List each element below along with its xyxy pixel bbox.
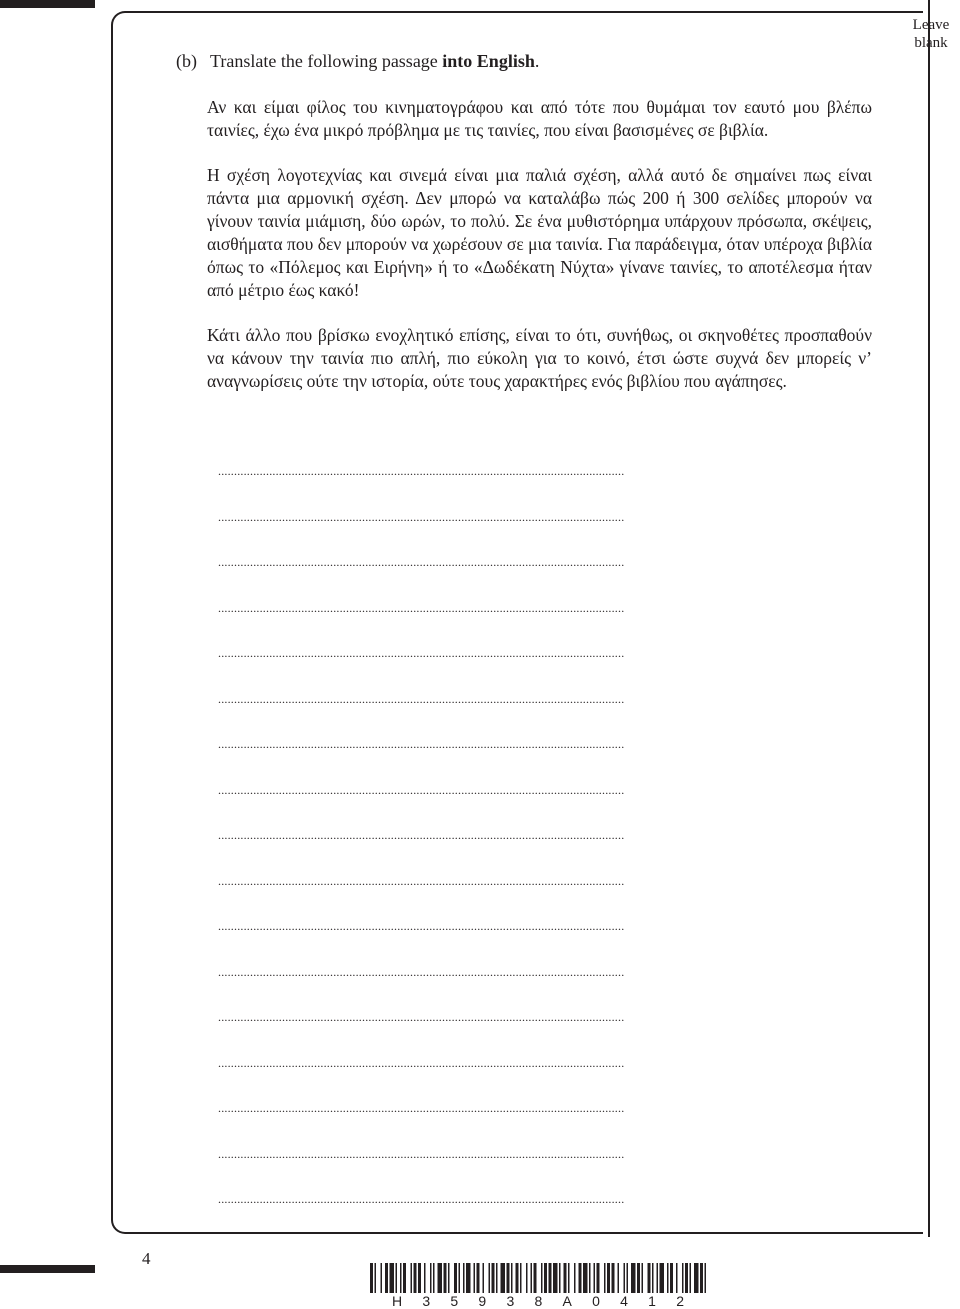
barcode-bar	[627, 1263, 629, 1293]
barcode-bar	[489, 1263, 491, 1293]
passage-paragraph-2: Η σχέση λογοτεχνίας και σινεμά είναι μια παλιά σχέση, αλλά αυτό δε σημαίνει πως είναι πάντα μια αρμονική σχέση. Δεν μπορώ να καταλάβω πώς 200 ή 300 σελίδες μπορούν να γίνουν ταινία μιάμιση, δύο ωρών, το πολύ. Σε ένα μυθιστόρημα υπάρχουν πρόσωπα, σκέψεις, αισθήματα που δεν μπορούν να χωρέσουν σε μια ταινία. Για παράδειγμα, όταν υπέροχα βιβλία όπως το «Πόλεμος και Ειρήνη» ή το «Δωδέκατη Νύχτα» γίνανε ταινίες, το αποτέλεσμα ήταν από μέτριο έως κακό!	[207, 165, 872, 300]
answer-line[interactable]: ...............................................................................................................................	[218, 921, 625, 931]
barcode-bar	[553, 1263, 558, 1293]
barcode-bar	[520, 1263, 522, 1293]
barcode-bar	[483, 1263, 485, 1293]
barcode-bar	[418, 1263, 421, 1293]
barcode-bar	[396, 1263, 398, 1293]
barcode-bar	[430, 1263, 432, 1293]
barcode-bar	[631, 1263, 636, 1293]
barcode-bar	[507, 1263, 510, 1293]
barcode-bar	[624, 1263, 626, 1293]
barcode-bar	[652, 1263, 654, 1293]
barcode-char: 0	[592, 1293, 600, 1309]
answer-line[interactable]: ...............................................................................................................................	[218, 648, 625, 658]
barcode-char: A	[562, 1293, 572, 1309]
barcode-bar	[579, 1263, 582, 1293]
barcode-char: 8	[534, 1293, 543, 1309]
barcode-bar	[657, 1263, 659, 1293]
barcode-bar	[444, 1263, 447, 1293]
barcode-bar	[594, 1263, 596, 1293]
barcode-bar	[448, 1263, 450, 1293]
barcode	[370, 1263, 708, 1293]
answer-line[interactable]: ...............................................................................................................................	[218, 466, 625, 476]
barcode-bar	[667, 1263, 669, 1293]
barcode-bar	[637, 1263, 640, 1293]
barcode-bar	[685, 1263, 688, 1293]
barcode-bar	[676, 1263, 678, 1293]
barcode-bar	[559, 1263, 561, 1293]
passage-paragraph-3: Κάτι άλλο που βρίσκω ενοχλητικό επίσης, είναι το ότι, συνήθως, οι σκηνοθέτες προσπαθούν να κάνουν την ταινία πιο απλή, πιο εύκολη για το κοινό, έτσι ώστε συχνά δεν μπορείς ν’ αναγνωρίσεις ούτε την ιστορία, ούτε τους χαρακτήρες ενός βιβλίου που αγάπησες.	[207, 325, 872, 391]
answer-line[interactable]: ...............................................................................................................................	[218, 830, 625, 840]
barcode-bar	[690, 1263, 692, 1293]
barcode-char: 3	[506, 1293, 515, 1309]
barcode-bar	[511, 1263, 513, 1293]
barcode-bar	[477, 1263, 480, 1293]
barcode-bar	[531, 1263, 533, 1293]
barcode-bar	[694, 1263, 699, 1293]
barcode-bar	[648, 1263, 651, 1293]
barcode-bar	[534, 1263, 537, 1293]
instruction-bold: into English	[442, 51, 535, 71]
leave-blank-divider	[928, 0, 930, 1237]
barcode-char: 2	[676, 1293, 684, 1309]
barcode-bar	[670, 1263, 673, 1293]
answer-line[interactable]: ...............................................................................................................................	[218, 784, 625, 795]
barcode-bar	[385, 1263, 388, 1293]
barcode-char: 1	[648, 1293, 656, 1309]
barcode-bar	[544, 1263, 547, 1293]
barcode-bar	[607, 1263, 610, 1293]
barcode-char: 3	[422, 1293, 431, 1309]
question-part: (b)	[176, 51, 197, 71]
barcode-bar	[459, 1263, 461, 1293]
barcode-bar	[660, 1263, 665, 1293]
barcode-bar	[642, 1263, 644, 1293]
barcode-bar	[438, 1263, 443, 1293]
answer-line[interactable]: ...............................................................................................................................	[218, 739, 625, 749]
barcode-bar	[597, 1263, 600, 1293]
barcode-bar	[526, 1263, 528, 1293]
answer-line[interactable]: ...............................................................................................................................	[218, 602, 625, 613]
answer-line[interactable]: ...............................................................................................................................	[218, 557, 625, 567]
barcode-bar	[414, 1263, 417, 1293]
barcode-bar	[549, 1263, 552, 1293]
barcode-bar	[618, 1263, 620, 1293]
instruction-suffix: .	[534, 51, 540, 71]
answer-line[interactable]: ...............................................................................................................................	[218, 511, 625, 522]
bottom-margin-bar	[0, 1265, 95, 1273]
answer-line[interactable]: ...............................................................................................................................	[218, 875, 625, 886]
barcode-bar	[403, 1263, 406, 1293]
barcode-bar	[370, 1263, 373, 1293]
barcode-bar	[492, 1263, 495, 1293]
barcode-bar	[612, 1263, 615, 1293]
instruction-prefix: Translate the following passage	[210, 51, 443, 71]
barcode-char: 9	[478, 1293, 487, 1309]
leave-label-line2: blank	[914, 35, 948, 51]
barcode-bar	[574, 1263, 576, 1293]
barcode-bar	[424, 1263, 426, 1293]
answer-line[interactable]: ...............................................................................................................................	[218, 1057, 625, 1068]
barcode-bar	[682, 1263, 684, 1293]
barcode-bar	[589, 1263, 591, 1293]
question-heading	[176, 51, 539, 72]
answer-line[interactable]: ...............................................................................................................................	[218, 1012, 625, 1022]
barcode-bar	[474, 1263, 476, 1293]
barcode-bar	[496, 1263, 498, 1293]
barcode-bar	[568, 1263, 570, 1293]
barcode-char: 5	[450, 1293, 459, 1309]
answer-line[interactable]: ...............................................................................................................................	[218, 1194, 625, 1204]
barcode-bar	[466, 1263, 471, 1293]
page-number: 4	[142, 1249, 151, 1268]
top-margin-bar	[0, 0, 95, 8]
barcode-char: H	[392, 1293, 403, 1309]
passage-paragraph-1: Αν και είμαι φίλος του κινηματογράφου και από τότε που θυμάμαι τον εαυτό μου βλέπω ταινίες, έχω ένα μικρό πρόβλημα με τις ταινίες, που είναι βασισμένες σε βιβλία.	[207, 97, 872, 140]
barcode-bar	[700, 1263, 703, 1293]
barcode-bar	[564, 1263, 567, 1293]
barcode-bar	[375, 1263, 377, 1293]
answer-line[interactable]: ...............................................................................................................................	[218, 693, 625, 704]
barcode-bar	[390, 1263, 395, 1293]
greek-passage	[207, 96, 872, 415]
barcode-bar	[705, 1263, 707, 1293]
barcode-bar	[463, 1263, 465, 1293]
barcode-bar	[501, 1263, 506, 1293]
leave-blank-label	[906, 16, 956, 52]
barcode-bar	[516, 1263, 519, 1293]
barcode-bar	[454, 1263, 457, 1293]
barcode-bar	[583, 1263, 588, 1293]
answer-line[interactable]: ...............................................................................................................................	[218, 966, 625, 977]
answer-line[interactable]: ...............................................................................................................................	[218, 1103, 625, 1113]
barcode-bar	[381, 1263, 383, 1293]
barcode-bar	[411, 1263, 413, 1293]
answer-line[interactable]: ...............................................................................................................................	[218, 1148, 625, 1159]
barcode-bar	[604, 1263, 606, 1293]
barcode-char: 4	[620, 1293, 628, 1309]
barcode-bar	[400, 1263, 402, 1293]
barcode-text	[392, 1293, 684, 1309]
barcode-bar	[541, 1263, 543, 1293]
barcode-bar	[433, 1263, 435, 1293]
leave-label-line1: Leave	[912, 17, 950, 33]
